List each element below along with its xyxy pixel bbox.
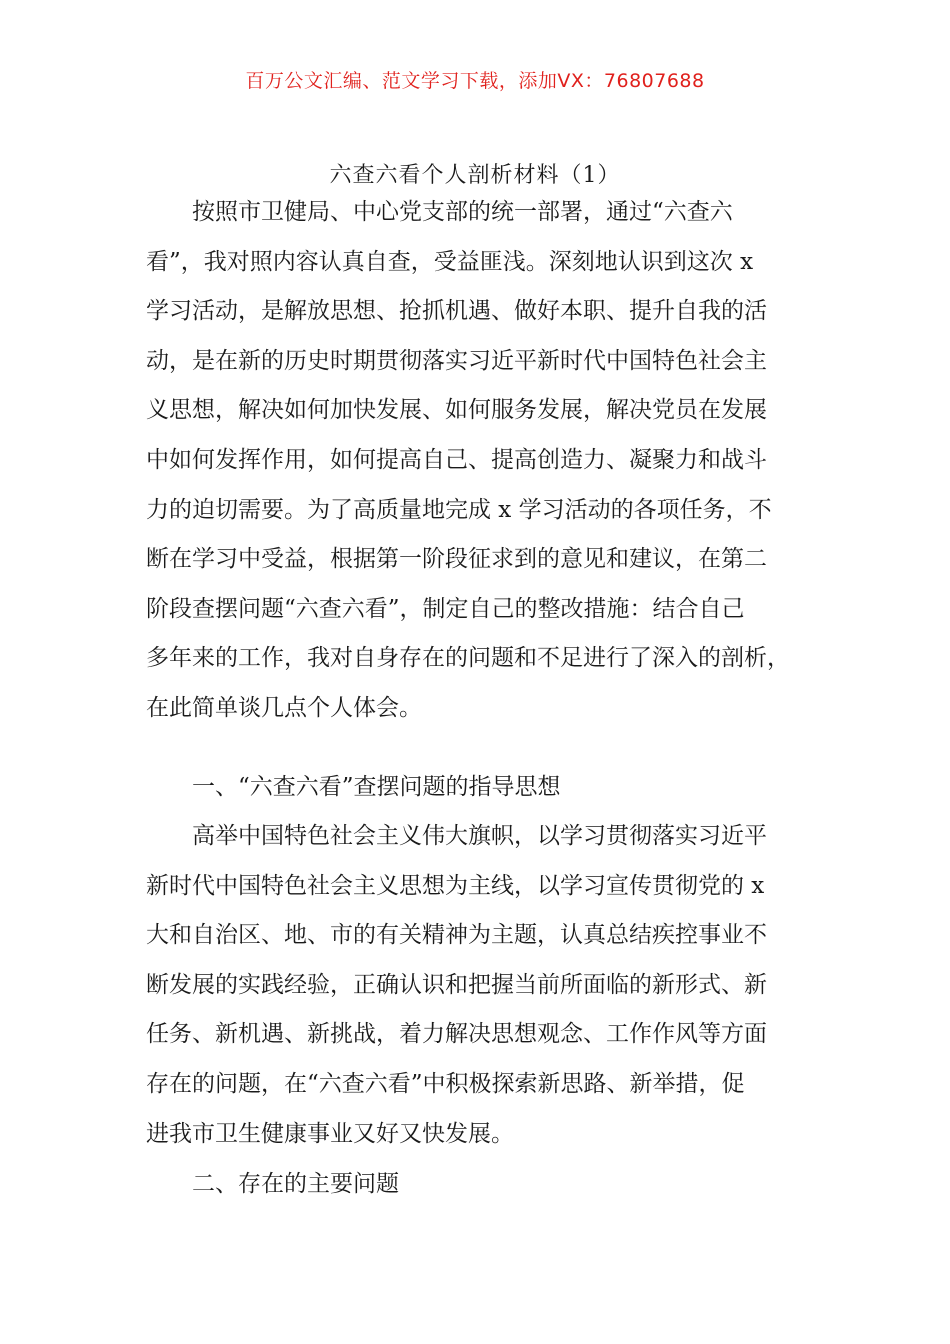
paragraph-line: 断在学习中受益，根据第一阶段征求到的意见和建议，在第二	[146, 546, 767, 573]
paragraph-line: 在此简单谈几点个人体会。	[146, 694, 422, 721]
section-heading-2: 二、存在的主要问题	[192, 1171, 399, 1197]
paragraph-line: 进我市卫生健康事业又好又快发展。	[146, 1120, 514, 1147]
section-heading-1: 一、“六查六看”查摆问题的指导思想	[192, 774, 561, 800]
paragraph-intro	[146, 188, 808, 734]
paragraph-line: 学习活动，是解放思想、抢抓机遇、做好本职、提升自我的活	[146, 298, 767, 325]
paragraph-guiding-thought	[146, 812, 808, 1159]
paragraph-line: 断发展的实践经验，正确认识和把握当前所面临的新形式、新	[146, 971, 767, 998]
paragraph-line: 任务、新机遇、新挑战，着力解决思想观念、工作作风等方面	[146, 1021, 767, 1048]
paragraph-line: 义思想，解决如何加快发展、如何服务发展，解决党员在发展	[146, 397, 767, 424]
paragraph-line: 存在的问题，在“六查六看”中积极探索新思路、新举措，促	[146, 1070, 745, 1097]
paragraph-line: 高举中国特色社会主义伟大旗帜，以学习贯彻落实习近平	[192, 823, 767, 849]
document-title: 六查六看个人剖析材料（1）	[329, 163, 621, 188]
paragraph-line: 阶段查摆问题“六查六看”，制定自己的整改措施：结合自己	[146, 595, 745, 622]
paragraph-line: 多年来的工作，我对自身存在的问题和不足进行了深入的剖析，	[146, 645, 790, 672]
paragraph-line: 看”，我对照内容认真自查，受益匪浅。深刻地认识到这次 x	[146, 248, 754, 275]
paragraph-line: 新时代中国特色社会主义思想为主线，以学习宣传贯彻党的 x	[146, 872, 765, 899]
paragraph-line: 中如何发挥作用，如何提高自己、提高创造力、凝聚力和战斗	[146, 446, 767, 473]
paragraph-line: 大和自治区、地、市的有关精神为主题，认真总结疾控事业不	[146, 922, 767, 949]
paragraph-line: 力的迫切需要。为了高质量地完成 x 学习活动的各项任务，不	[146, 496, 772, 523]
paragraph-line: 动，是在新的历史时期贯彻落实习近平新时代中国特色社会主	[146, 347, 767, 374]
paragraph-line: 按照市卫健局、中心党支部的统一部署，通过“六查六	[192, 199, 733, 225]
header-banner: 百万公文汇编、范文学习下载，添加VX：76807688	[245, 70, 705, 92]
